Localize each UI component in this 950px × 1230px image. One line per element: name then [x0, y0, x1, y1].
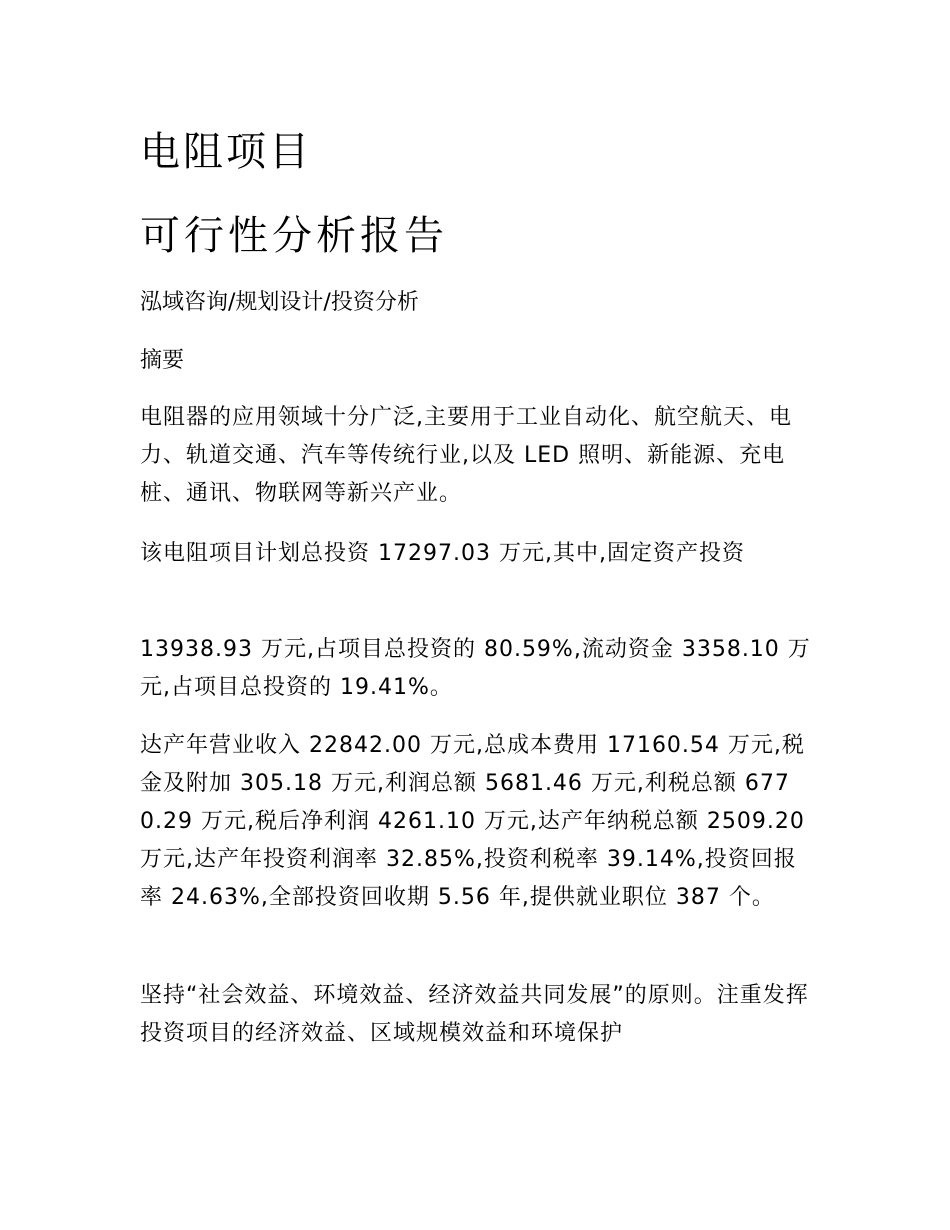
document-title-line2: 可行性分析报告 [140, 213, 448, 259]
paragraph-principles: 坚持“社会效益、环境效益、经济效益共同发展”的原则。注重发挥投资项目的经济效益、区域规模效益和环境保护 [140, 983, 809, 1046]
paragraph-total-investment: 该电阻项目计划总投资 17297.03 万元,其中,固定资产投资 [140, 541, 745, 566]
document-title-line1: 电阻项目 [140, 129, 312, 175]
document-subtitle: 泓域咨询/规划设计/投资分析 [140, 290, 419, 315]
paragraph-investment-breakdown: 13938.93 万元,占项目总投资的 80.59%,流动资金 3358.10 万元,占项目总投资的 19.41%。 [140, 637, 811, 700]
paragraph-application-fields: 电阻器的应用领域十分广泛,主要用于工业自动化、航空航天、电力、轨道交通、汽车等传统行业,以及 LED 照明、新能源、充电桩、通讯、物联网等新兴产业。 [140, 405, 792, 506]
paragraph-financial-indicators: 达产年营业收入 22842.00 万元,总成本费用 17160.54 万元,税金及附加 305.18 万元,利润总额 5681.46 万元,利税总额 6770.29 万元,税后净利润 4261.10 万元,达产年纳税总额 2509.20 万元,达产年投资利润率 32.85%,投资利税率 39.14%,投资回报率 24.63%,全部投资回收期 5.56 年,提供就业职位 387 个。 [140, 733, 805, 910]
section-heading-abstract: 摘要 [140, 348, 185, 373]
